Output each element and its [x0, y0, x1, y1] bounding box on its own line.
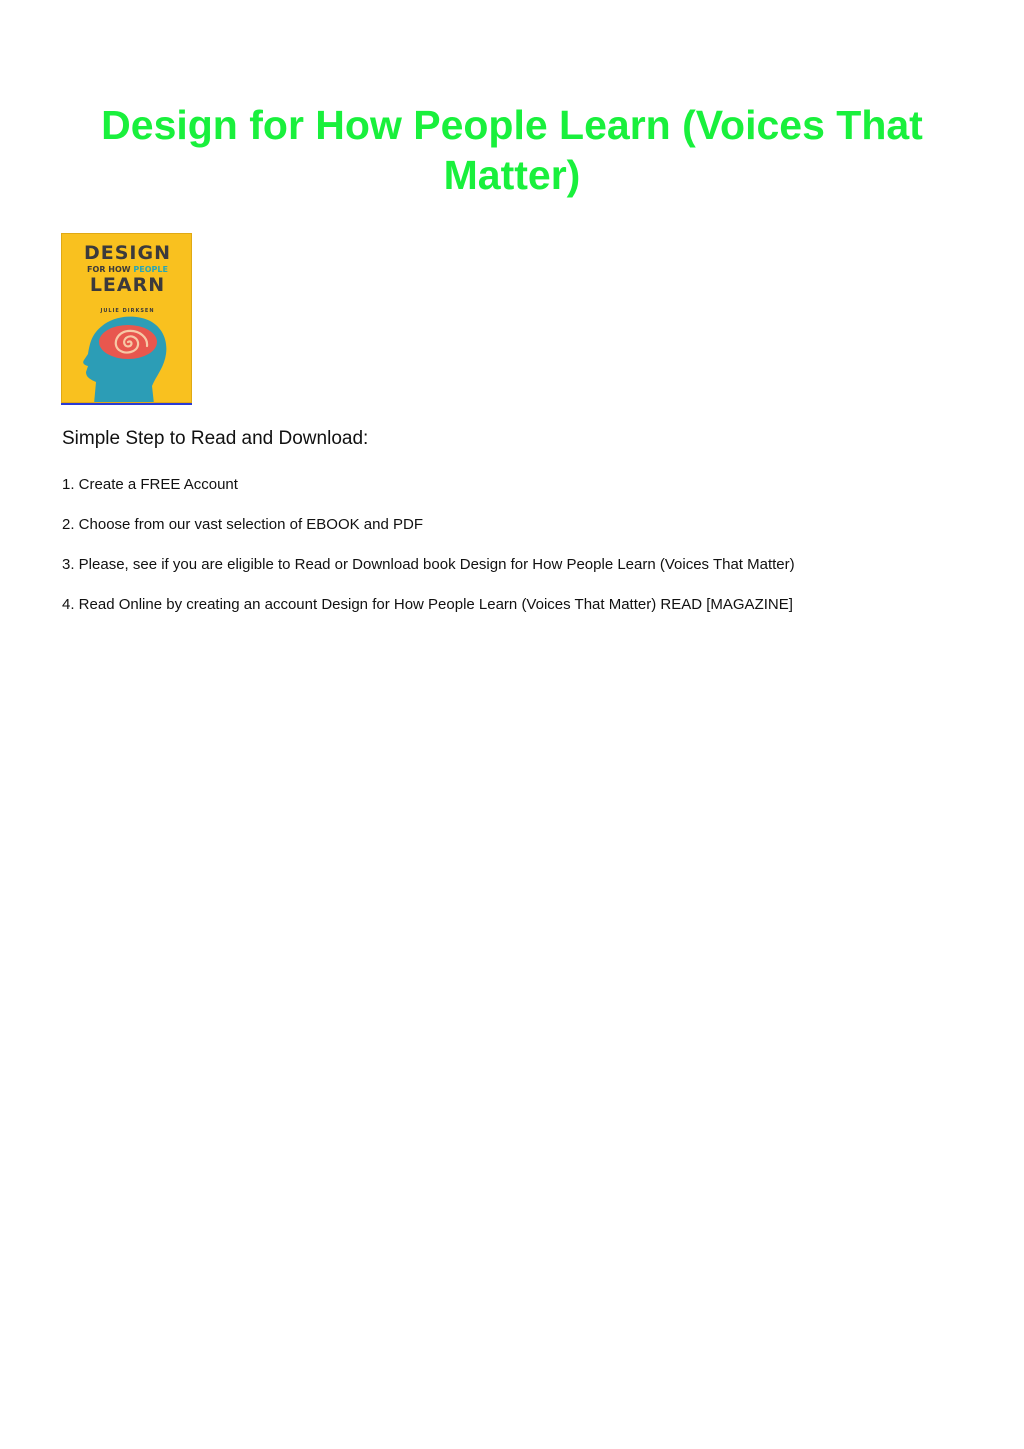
step-item: 4. Read Online by creating an account Design for How People Learn (Voices That Matter) READ [MAGAZINE] [62, 596, 793, 613]
download-steps-heading: Simple Step to Read and Download: [62, 428, 369, 449]
cover-author: JULIE DIRKSEN [100, 308, 155, 314]
download-steps-list [62, 476, 795, 636]
book-cover-image [61, 233, 192, 403]
step-item: 2. Choose from our vast selection of EBOOK and PDF [62, 516, 423, 533]
cover-title-learn: LEARN [89, 274, 166, 296]
cover-for-how: FOR HOW [87, 265, 134, 274]
head-silhouette-icon [62, 234, 192, 403]
page-title: Design for How People Learn (Voices That Matter) [101, 102, 923, 198]
cover-title-design: DESIGN [83, 242, 171, 264]
cover-people: PEOPLE [133, 265, 168, 274]
step-item: 3. Please, see if you are eligible to Read or Download book Design for How People Learn (Voices That Matter) [62, 556, 795, 573]
step-item: 1. Create a FREE Account [62, 476, 238, 493]
book-cover-link[interactable] [61, 233, 192, 405]
